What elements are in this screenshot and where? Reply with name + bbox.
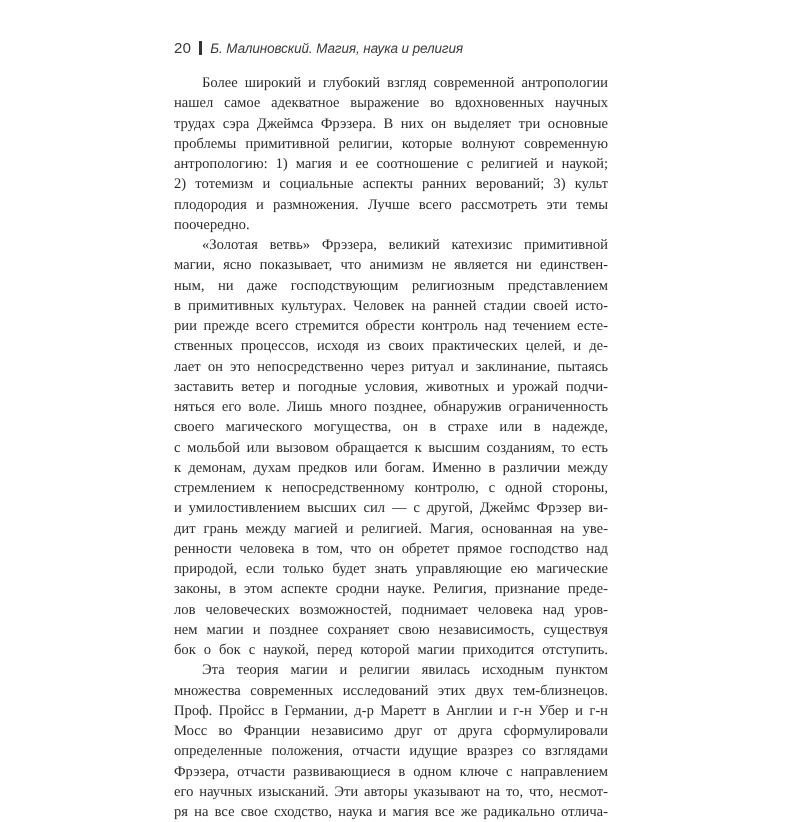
text-line: лает он это непосредственно через ритуал и заклинание, пытаясь [174,358,608,375]
paragraph [174,660,608,822]
text-line: «Золотая ветвь» Фрэзера, великий катехизис примитивной [202,237,608,253]
body-text [174,73,608,822]
text-line: бок о бок с наукой, перед которой магии приходится отступить. [174,642,608,658]
text-line: множества современных исследований этих двух тем-близнецов. [174,682,608,699]
text-line: стремлением к непосредственному контролю, с одной стороны, [174,480,608,496]
paragraph [174,73,608,235]
text-line: лов человеческих возможностей, поднимает человека над уров- [174,601,608,618]
text-line: Мосс во Франции независимо друг от друга сформулировали [174,723,608,739]
text-line: рии прежде всего стремится обрести контроль над течением есте- [174,318,608,334]
text-line: антропологию: 1) магия и ее соотношение с религией и наукой; [174,156,608,172]
text-line: в примитивных культурах. Человек на ранней стадии своей исто- [174,297,608,314]
text-line: к демонам, духам предков или богам. Именно в различии между [174,459,608,476]
text-line: ренности человека в том, что он обретет прямое господство над [174,540,608,557]
text-line: трудах сэра Джеймса Фрэзера. В них он выделяет три основные [174,115,608,132]
text-line: ным, ни даже господствующим религиозным представлением [174,277,608,294]
text-line: Фрэзера, отчасти развивающиеся в одном ключе с направлением [174,763,608,780]
text-line: природой, если только будет знать управляющие ею магические [174,561,608,577]
text-line: 2) тотемизм и социальные аспекты ранних верований; 3) культ [174,176,608,193]
page-number: 20 [174,39,192,57]
text-line: няться его воле. Лишь много позднее, обнаружив ограниченность [174,399,608,415]
header-divider [199,41,202,55]
text-line: его научных изысканий. Эти авторы указывают на то, что, несмот- [174,783,608,800]
text-line: нем магии и позднее сохраняет свою независимость, существуя [174,621,608,638]
text-line: поочередно. [174,216,250,233]
text-line: и умилостивлением высших сил — с другой, Джеймс Фрэзер ви- [174,500,608,517]
text-line: законы, в этом аспекте сродни науке. Религия, признание преде- [174,581,608,598]
text-line: с мольбой или вызовом обращается к высшим созданиям, то есть [174,439,608,456]
running-head [174,38,463,58]
text-line: нашел самое адекватное выражение во вдохновенных научных [174,95,608,112]
text-line: магии, ясно показывает, что анимизм не является ни единствен- [174,257,608,274]
text-line: определенные положения, отчасти идущие вразрез со взглядами [174,743,608,760]
text-line: проблемы примитивной религии, которые волнуют современную [174,135,608,152]
book-title: Б. Малиновский. Магия, наука и религия [210,40,463,56]
text-line: Более широкий и глубокий взгляд современной антропологии [202,75,608,91]
text-line: заставить ветер и погодные условия, животных и урожай подчи- [174,378,608,395]
text-line: плодородия и размножения. Лучше всего рассмотреть эти темы [174,196,608,213]
text-line: дит грань между магией и религией. Магия, основанная на уве- [174,520,608,537]
text-line: ря на все свое сходство, наука и магия все же радикально отлича- [174,804,608,820]
text-line: Эта теория магии и религии явилась исходным пунктом [202,662,608,679]
text-line: Проф. Пройсс в Германии, д-р Маретт в Англии и г-н Убер и г-н [174,702,608,719]
paragraph [174,235,608,660]
text-line: ственных процессов, исходя из своих практических целей, и де- [174,338,608,355]
text-line: своего магического могущества, он в страхе или в надежде, [174,419,608,436]
